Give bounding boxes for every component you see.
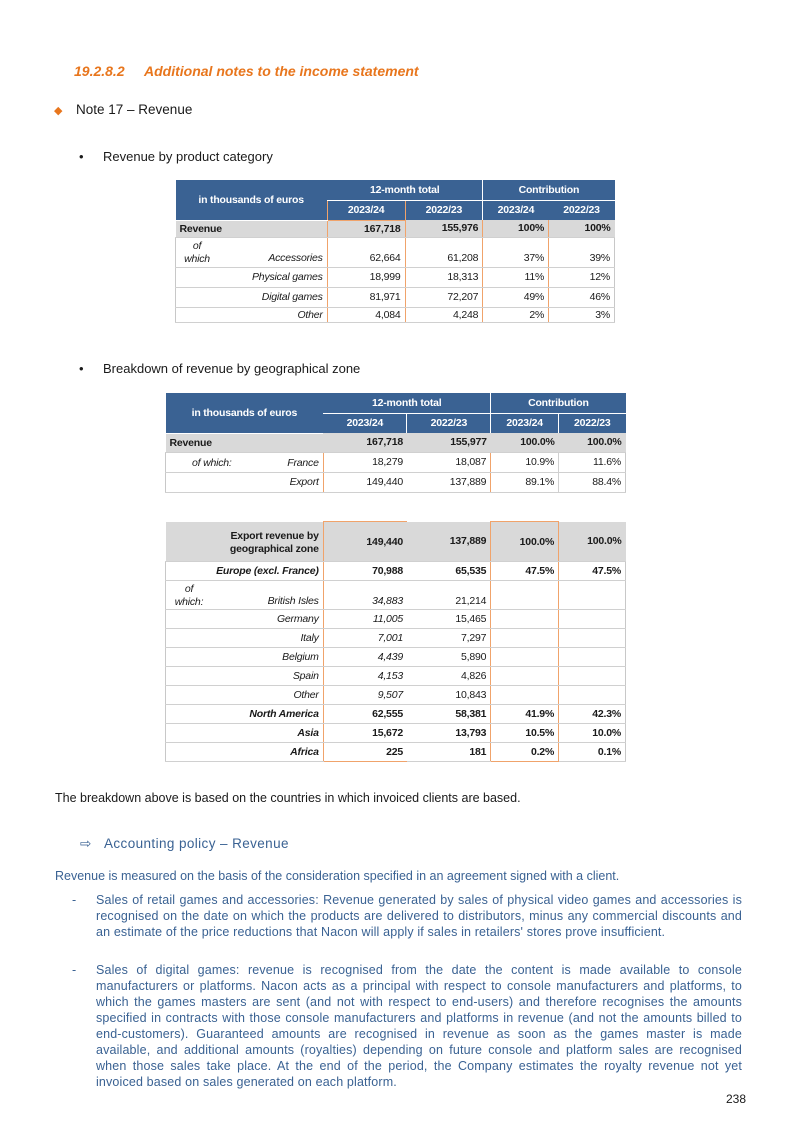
table2-group-contribution: Contribution	[491, 393, 626, 413]
diamond-bullet-icon: ◆	[54, 105, 63, 117]
table-row: of which: France 18,279 18,087 10.9% 11.6%	[166, 452, 626, 472]
table1-col-2023: 2023/24	[327, 200, 405, 220]
table2-col-contrib-2022: 2022/23	[559, 413, 626, 433]
row-label: Other	[176, 307, 328, 322]
table-row: Asia 15,672 13,793 10.5% 10.0%	[166, 724, 626, 743]
section-number: 19.2.8.2	[74, 63, 125, 79]
table-row: Other 4,084 4,248 2% 3%	[176, 307, 615, 322]
table-row: Other 9,507 10,843	[166, 686, 626, 705]
row-label: Accessories	[268, 251, 323, 264]
policy-title: Accounting policy – Revenue	[104, 836, 289, 851]
dash-bullet: -	[72, 893, 77, 907]
table-row: Revenue 167,718 155,977 100.0% 100.0%	[166, 433, 626, 452]
row-label: British Isles	[267, 595, 319, 607]
page-number: 238	[725, 1092, 746, 1106]
table-row: of which: British Isles 34,883 21,214	[166, 581, 626, 610]
table2-col-contrib-2023: 2023/24	[491, 413, 559, 433]
table2-title: Breakdown of revenue by geographical zone	[103, 361, 361, 376]
section-title: Additional notes to the income statement	[144, 63, 419, 79]
table1-unit-label: in thousands of euros	[176, 180, 328, 220]
row-label: France	[287, 456, 319, 469]
export-header-label: Export revenue by geographical zone	[166, 522, 324, 562]
table-row: North America 62,555 58,381 41.9% 42.3%	[166, 705, 626, 724]
arrow-right-icon: ⇨	[80, 836, 92, 851]
section-heading	[74, 63, 419, 79]
note-title: Note 17 – Revenue	[76, 102, 193, 117]
table-row: Italy 7,001 7,297	[166, 629, 626, 648]
revenue-by-zone-table	[165, 393, 626, 493]
table-row: of which Accessories 62,664 61,208 37% 39%	[176, 237, 615, 267]
row-label: Europe (excl. France)	[166, 562, 324, 581]
table1-heading	[79, 149, 273, 164]
policy-item-digital: Sales of digital games: revenue is recognised from the date the content is made available to console manufacturers or platforms. Nacon acts as a principal with respect to console manufacturers and platforms, to which the games masters are sent (and not with respect to end-users) and therefore recognises the amounts specified in contracts with those console manufacturers and platforms in revenue (and not the amounts billed to end-customers). Guaranteed amounts are recognised in revenue as soon as the games master is made available, and additional amounts (royalties) depending on future console and platform sales are recognised when those sales take place. At the end of the period, the Company estimates the royalty revenue not yet invoiced based on sales generated on each platform.	[96, 963, 742, 1089]
row-label: Germany	[166, 610, 324, 629]
table-row: Export 149,440 137,889 89.1% 88.4%	[166, 472, 626, 492]
table-row: Europe (excl. France) 70,988 65,535 47.5% 47.5%	[166, 562, 626, 581]
dash-bullet: -	[72, 963, 77, 977]
row-label: North America	[166, 705, 324, 724]
row-label: Belgium	[166, 648, 324, 667]
policy-intro: Revenue is measured on the basis of the consideration specified in an agreement signed with a client.	[55, 869, 620, 883]
row-label: Revenue	[166, 433, 324, 452]
table-row: Revenue 167,718 155,976 100% 100%	[176, 220, 615, 237]
table1-col-contrib-2023: 2023/24	[483, 200, 549, 220]
row-label: Africa	[166, 743, 324, 762]
bullet-dot-icon: •	[79, 361, 84, 376]
row-label: Physical games	[176, 267, 328, 287]
revenue-by-product-table	[175, 180, 615, 323]
policy-heading	[80, 836, 289, 852]
row-label: Export	[166, 472, 324, 492]
table-row: Spain 4,153 4,826	[166, 667, 626, 686]
row-label: Revenue	[176, 220, 328, 237]
row-label: Italy	[166, 629, 324, 648]
row-label: Digital games	[176, 287, 328, 307]
table2-col-2022: 2022/23	[407, 413, 491, 433]
table1-group-contribution: Contribution	[483, 180, 615, 200]
of-which-label: of which:	[174, 583, 204, 608]
row-label: Asia	[166, 724, 324, 743]
table2-col-2023: 2023/24	[323, 413, 407, 433]
list-item	[60, 962, 742, 1090]
table1-col-contrib-2022: 2022/23	[549, 200, 615, 220]
note-heading	[54, 102, 192, 117]
table2-group-total: 12-month total	[323, 393, 491, 413]
breakdown-note: The breakdown above is based on the countries in which invoiced clients are based.	[55, 791, 521, 805]
bullet-dot-icon: •	[79, 149, 84, 164]
table1-group-total: 12-month total	[327, 180, 483, 200]
policy-item-retail: Sales of retail games and accessories: Revenue generated by sales of physical video games and accessories is recognised on the date on which the products are delivered to distributors, minus any commercial discounts and an estimate of the price reductions that Nacon will apply if sales in retailers' stores prove insufficient.	[96, 893, 742, 939]
of-which-label: of which:	[192, 456, 232, 469]
table2-unit-label: in thousands of euros	[166, 393, 324, 433]
table1-col-2022: 2022/23	[405, 200, 483, 220]
table-row: Digital games 81,971 72,207 49% 46%	[176, 287, 615, 307]
table-row: Germany 11,005 15,465	[166, 610, 626, 629]
table-row: Belgium 4,439 5,890	[166, 648, 626, 667]
table-row: Physical games 18,999 18,313 11% 12%	[176, 267, 615, 287]
row-label: Other	[166, 686, 324, 705]
of-which-label: of which	[184, 239, 210, 265]
row-label: Spain	[166, 667, 324, 686]
table-row: Export revenue by geographical zone 149,440 137,889 100.0% 100.0%	[166, 522, 626, 562]
table1-title: Revenue by product category	[103, 149, 273, 164]
table-row: Africa 225 181 0.2% 0.1%	[166, 743, 626, 762]
list-item	[60, 892, 742, 940]
table2-heading	[79, 361, 360, 376]
export-revenue-table	[165, 521, 626, 762]
